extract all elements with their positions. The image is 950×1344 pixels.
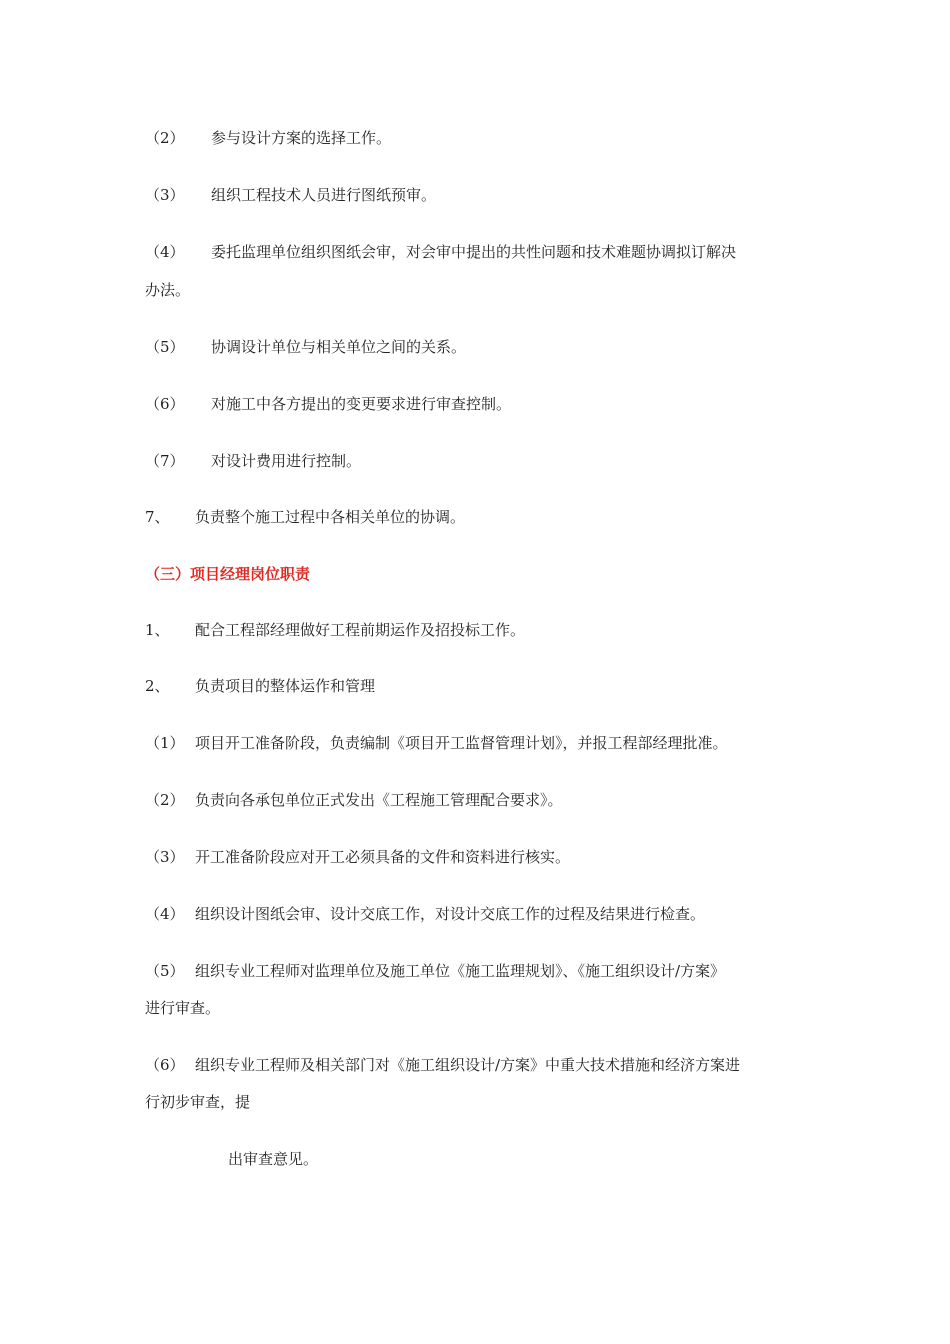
list-item xyxy=(145,957,815,985)
item-number: （6） xyxy=(145,1056,185,1074)
item-text: 项目开工准备阶段，负责编制《项目开工监督管理计划》，并报工程部经理批准。 xyxy=(195,734,728,752)
list-item xyxy=(145,503,815,531)
list-item xyxy=(145,390,815,418)
list-item xyxy=(145,843,815,871)
item-text: 负责向各承包单位正式发出《工程施工管理配合要求》。 xyxy=(195,791,563,809)
list-item-continuation xyxy=(145,276,815,304)
item-text: 配合工程部经理做好工程前期运作及招投标工作。 xyxy=(195,621,526,639)
item-text: 组织设计图纸会审、设计交底工作，对设计交底工作的过程及结果进行检查。 xyxy=(195,905,706,923)
item-text-continuation: 行初步审查，提 xyxy=(145,1093,251,1111)
indented-continuation: 出审查意见。 xyxy=(228,1150,319,1168)
item-number: （4） xyxy=(145,243,185,261)
item-number: （2） xyxy=(145,129,185,147)
item-text: 组织专业工程师及相关部门对《施工组织设计/方案》中重大技术措施和经济方案进 xyxy=(195,1056,741,1074)
item-text: 参与设计方案的选择工作。 xyxy=(211,129,392,147)
item-text: 组织工程技术人员进行图纸预审。 xyxy=(211,186,437,204)
list-item-continuation xyxy=(145,994,815,1022)
item-text: 负责整个施工过程中各相关单位的协调。 xyxy=(195,508,466,526)
list-item xyxy=(145,124,815,152)
item-text: 负责项目的整体运作和管理 xyxy=(195,677,376,695)
list-item xyxy=(145,729,815,757)
item-text: 对施工中各方提出的变更要求进行审查控制。 xyxy=(211,395,512,413)
item-text: 对设计费用进行控制。 xyxy=(211,452,362,470)
item-text: 协调设计单位与相关单位之间的关系。 xyxy=(211,338,467,356)
item-text-continuation: 办法。 xyxy=(145,281,191,299)
item-number: 1、 xyxy=(145,621,170,639)
item-number: （3） xyxy=(145,186,185,204)
item-text: 开工准备阶段应对开工必须具备的文件和资料进行核实。 xyxy=(195,848,571,866)
list-item xyxy=(145,616,815,644)
item-text-continuation: 进行审查。 xyxy=(145,999,221,1017)
list-item xyxy=(145,447,815,475)
list-item xyxy=(145,238,815,266)
list-item xyxy=(145,786,815,814)
list-item xyxy=(145,1051,815,1079)
item-text: 委托监理单位组织图纸会审，对会审中提出的共性问题和技术难题协调拟订解决 xyxy=(211,243,737,261)
list-item xyxy=(145,672,815,700)
item-number: （4） xyxy=(145,905,185,923)
item-number: （1） xyxy=(145,734,185,752)
item-text: 组织专业工程师对监理单位及施工单位《施工监理规划》、《施工组织设计/方案》 xyxy=(195,962,726,980)
item-number: 7、 xyxy=(145,508,170,526)
item-number: （3） xyxy=(145,848,185,866)
item-number: （6） xyxy=(145,395,185,413)
list-item xyxy=(145,333,815,361)
list-item xyxy=(145,900,815,928)
list-item-continuation xyxy=(145,1088,815,1116)
item-number: （7） xyxy=(145,452,185,470)
item-number: （5） xyxy=(145,338,185,356)
item-number: 2、 xyxy=(145,677,170,695)
section-heading: （三）项目经理岗位职责 xyxy=(145,565,311,583)
item-number: （5） xyxy=(145,962,185,980)
list-item xyxy=(145,181,815,209)
item-number: （2） xyxy=(145,791,185,809)
